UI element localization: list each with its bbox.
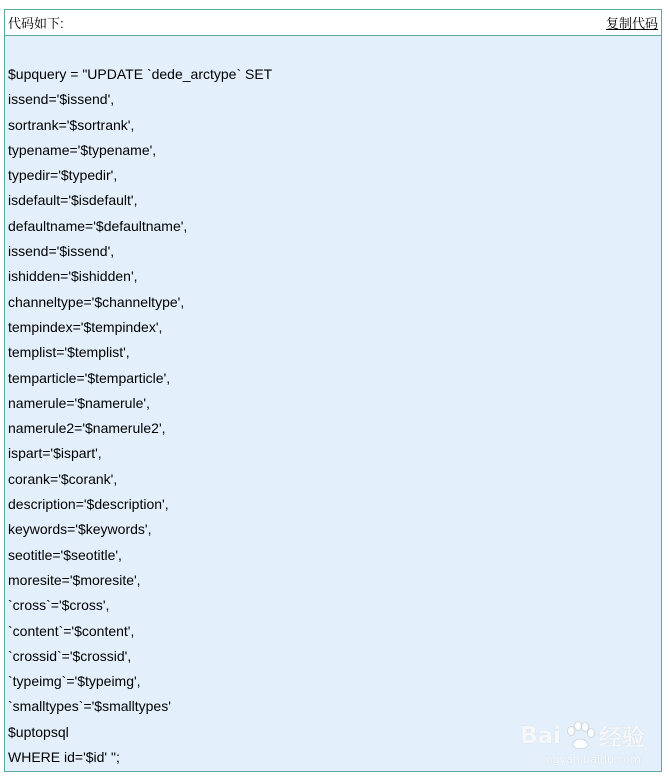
code-title: 代码如下: [8,16,64,31]
code-line: ispart='$ispart', [8,445,102,462]
code-line: description='$description', [8,496,169,513]
watermark-url: jingyan.baidu.com [539,753,641,766]
code-line: temparticle='$temparticle', [8,369,171,386]
code-line: $uptopsql [8,723,69,740]
code-line: namerule2='$namerule2', [8,420,166,437]
code-line: `smalltypes`='$smalltypes' [8,698,171,715]
code-line: isdefault='$isdefault', [8,192,138,209]
code-line: moresite='$moresite', [8,571,141,588]
code-line: corank='$corank', [8,470,118,487]
copy-code-link[interactable]: 复制代码 [605,16,658,31]
code-line: ishidden='$ishidden', [8,268,138,285]
watermark-logo-text-2: 经验 [599,725,645,751]
code-line: `typeimg`='$typeimg', [8,673,141,690]
watermark-logo-text: Bai [520,722,561,749]
code-line: $upquery = "UPDATE `dede_arctype` SET [8,66,273,82]
code-line: typename='$typename', [8,141,157,158]
code-line: namerule='$namerule', [8,394,150,411]
code-line: issend='$issend', [8,91,115,108]
code-body [5,36,661,770]
code-line: sortrank='$sortrank', [8,116,135,133]
code-header [5,10,661,36]
code-line: seotitle='$seotitle', [8,546,122,563]
code-line: `crossid`='$crossid', [8,647,132,664]
code-line: keywords='$keywords', [8,521,152,538]
code-line: `content`='$content', [8,622,135,639]
code-line: defaultname='$defaultname', [8,217,188,234]
code-line: channeltype='$channeltype', [8,293,185,310]
code-line: tempindex='$tempindex', [8,318,163,335]
code-line: `cross`='$cross', [8,597,110,614]
code-line: typedir='$typedir', [8,167,118,184]
code-line: issend='$issend', [8,243,115,260]
code-block [4,9,662,772]
code-line: templist='$templist', [8,344,130,361]
code-line: WHERE id='$id' "; [8,749,120,766]
